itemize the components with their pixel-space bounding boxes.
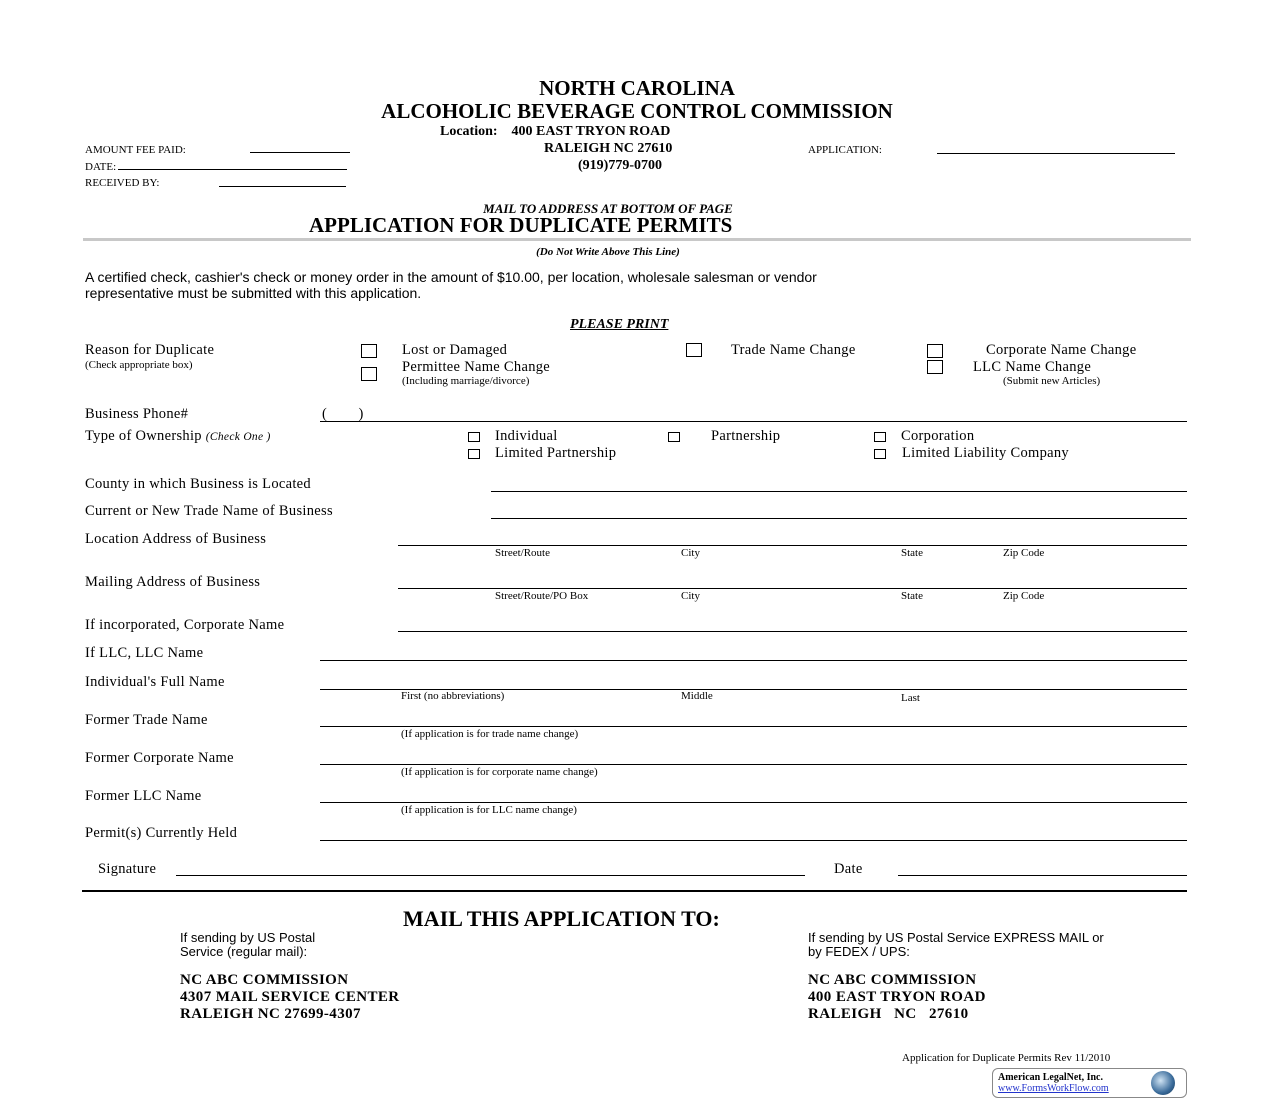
- checkbox-trade-name-change[interactable]: [686, 343, 702, 357]
- former-corporate-label: Former Corporate Name: [85, 750, 234, 766]
- former-llc-label: Former LLC Name: [85, 788, 202, 804]
- county-field[interactable]: [491, 491, 1187, 492]
- address-line: 400 EAST TRYON ROAD: [808, 989, 986, 1005]
- location: Location: 400 EAST TRYON ROAD: [440, 124, 671, 139]
- instructions-line2: representative must be submitted with this application.: [85, 285, 422, 301]
- individual-name-label: Individual's Full Name: [85, 674, 225, 690]
- mail-to-title: MAIL THIS APPLICATION TO:: [403, 906, 720, 931]
- llc-hint: (Submit new Articles): [1003, 375, 1101, 387]
- received-by-label: RECEIVED BY:: [85, 177, 160, 189]
- location-address-label: Location Address of Business: [85, 531, 267, 547]
- please-print: PLEASE PRINT: [570, 317, 669, 332]
- checkbox-llc-name-change[interactable]: [927, 360, 943, 374]
- checkbox-partnership[interactable]: [668, 432, 680, 442]
- date-field-bottom[interactable]: [898, 875, 1187, 876]
- revision-note: Application for Duplicate Permits Rev 11/2010: [902, 1052, 1111, 1064]
- former-llc-hint: (If application is for LLC name change): [401, 804, 577, 816]
- sublabel-zip: Zip Code: [1003, 590, 1045, 602]
- city: RALEIGH NC 27610: [544, 141, 673, 156]
- do-not-write-note: (Do Not Write Above This Line): [536, 246, 680, 258]
- option-lost-damaged: Lost or Damaged: [402, 342, 508, 358]
- llc-name-label: If LLC, LLC Name: [85, 645, 204, 661]
- address-line: NC ABC COMMISSION: [808, 972, 977, 988]
- ownership-label-text: Type of Ownership: [85, 428, 202, 444]
- sublabel-street-po: Street/Route/PO Box: [495, 590, 589, 602]
- sublabel-city: City: [681, 547, 700, 559]
- globe-logo-icon: [1151, 1071, 1175, 1095]
- note-line: by FEDEX / UPS:: [808, 944, 910, 959]
- ownership-label: [85, 428, 271, 445]
- option-individual: Individual: [495, 428, 558, 444]
- former-corporate-field[interactable]: [320, 764, 1187, 765]
- mailing-address-label: Mailing Address of Business: [85, 574, 261, 590]
- business-phone-label: Business Phone#: [85, 406, 189, 422]
- area-code-parens: ( ): [322, 406, 364, 422]
- reason-hint: (Check appropriate box): [85, 359, 193, 371]
- signature-field[interactable]: [176, 875, 805, 876]
- note-line: If sending by US Postal: [180, 930, 316, 945]
- former-trade-field[interactable]: [320, 726, 1187, 727]
- divider: [83, 238, 1191, 241]
- sublabel-state: State: [901, 547, 923, 559]
- trade-name-label: Current or New Trade Name of Business: [85, 503, 333, 519]
- business-phone-field[interactable]: [320, 421, 1187, 422]
- vendor-badge[interactable]: [992, 1068, 1187, 1098]
- sublabel-city: City: [681, 590, 700, 602]
- title-commission: ALCOHOLIC BEVERAGE CONTROL COMMISSION: [381, 99, 893, 123]
- sublabel-first: First (no abbreviations): [401, 690, 505, 702]
- former-trade-label: Former Trade Name: [85, 712, 208, 728]
- instructions-line1: A certified check, cashier's check or money order in the amount of $10.00, per location, wholesale salesman or vendor: [85, 269, 817, 285]
- signature-label: Signature: [98, 861, 157, 877]
- ownership-hint: (Check One ): [205, 431, 271, 443]
- amount-fee-label: AMOUNT FEE PAID:: [85, 144, 186, 156]
- permits-held-field[interactable]: [320, 840, 1187, 841]
- note-line: Service (regular mail):: [180, 944, 308, 959]
- permittee-hint: (Including marriage/divorce): [402, 375, 530, 387]
- checkbox-corporate-name-change[interactable]: [927, 344, 943, 358]
- regular-mail-address: [180, 972, 400, 1023]
- county-label: County in which Business is Located: [85, 476, 311, 492]
- express-mail-note: [808, 931, 1104, 959]
- permits-held-label: Permit(s) Currently Held: [85, 825, 238, 841]
- sublabel-middle: Middle: [681, 690, 713, 702]
- checkbox-corporation[interactable]: [874, 432, 886, 442]
- bottom-divider: [82, 890, 1187, 892]
- option-partnership: Partnership: [711, 428, 781, 444]
- date-field[interactable]: [118, 169, 347, 170]
- regular-mail-note: [180, 931, 315, 959]
- reason-label: Reason for Duplicate: [85, 342, 215, 358]
- option-llc-name-change: LLC Name Change: [973, 359, 1092, 375]
- checkbox-permittee-name-change[interactable]: [361, 367, 377, 381]
- phone-number: (919)779-0700: [578, 158, 662, 173]
- vendor-link[interactable]: www.FormsWorkFlow.com: [998, 1083, 1109, 1094]
- former-trade-hint: (If application is for trade name change): [401, 728, 579, 740]
- corporate-name-label: If incorporated, Corporate Name: [85, 617, 285, 633]
- option-trade-name-change: Trade Name Change: [731, 342, 856, 358]
- option-limited-partnership: Limited Partnership: [495, 445, 617, 461]
- express-mail-address: [808, 972, 986, 1023]
- amount-fee-field[interactable]: [250, 152, 350, 153]
- option-permittee-name-change: Permittee Name Change: [402, 359, 551, 375]
- note-line: If sending by US Postal Service EXPRESS MAIL or: [808, 930, 1104, 945]
- checkbox-limited-partnership[interactable]: [468, 449, 480, 459]
- vendor-name: American LegalNet, Inc.: [998, 1072, 1103, 1083]
- location-address-field[interactable]: [398, 545, 1187, 546]
- checkbox-lost-damaged[interactable]: [361, 344, 377, 358]
- address-line: 4307 MAIL SERVICE CENTER: [180, 989, 400, 1005]
- date-label-bottom: Date: [834, 861, 863, 877]
- received-by-field[interactable]: [219, 186, 346, 187]
- title-state: NORTH CAROLINA: [539, 76, 735, 100]
- llc-name-field[interactable]: [320, 660, 1187, 661]
- sublabel-state: State: [901, 590, 923, 602]
- trade-name-field[interactable]: [491, 518, 1187, 519]
- form-title: APPLICATION FOR DUPLICATE PERMITS: [309, 213, 733, 237]
- checkbox-llc[interactable]: [874, 449, 886, 459]
- application-field[interactable]: [937, 153, 1175, 154]
- checkbox-individual[interactable]: [468, 432, 480, 442]
- option-corporation: Corporation: [901, 428, 975, 444]
- date-label: DATE:: [85, 161, 117, 173]
- mailing-address-field[interactable]: [398, 588, 1187, 589]
- sublabel-street: Street/Route: [495, 547, 550, 559]
- sublabel-zip: Zip Code: [1003, 547, 1045, 559]
- option-limited-liability-company: Limited Liability Company: [902, 445, 1069, 461]
- former-corporate-hint: (If application is for corporate name change): [401, 766, 598, 778]
- sublabel-last: Last: [901, 692, 920, 704]
- address-line: NC ABC COMMISSION: [180, 972, 349, 988]
- address-line: RALEIGH NC 27699-4307: [180, 1006, 361, 1022]
- option-corporate-name-change: Corporate Name Change: [986, 342, 1137, 358]
- former-llc-field[interactable]: [320, 802, 1187, 803]
- corporate-name-field[interactable]: [398, 631, 1187, 632]
- application-label: APPLICATION:: [808, 144, 882, 156]
- mail-note: MAIL TO ADDRESS AT BOTTOM OF PAGE: [483, 201, 733, 216]
- address-line: RALEIGH NC 27610: [808, 1006, 969, 1022]
